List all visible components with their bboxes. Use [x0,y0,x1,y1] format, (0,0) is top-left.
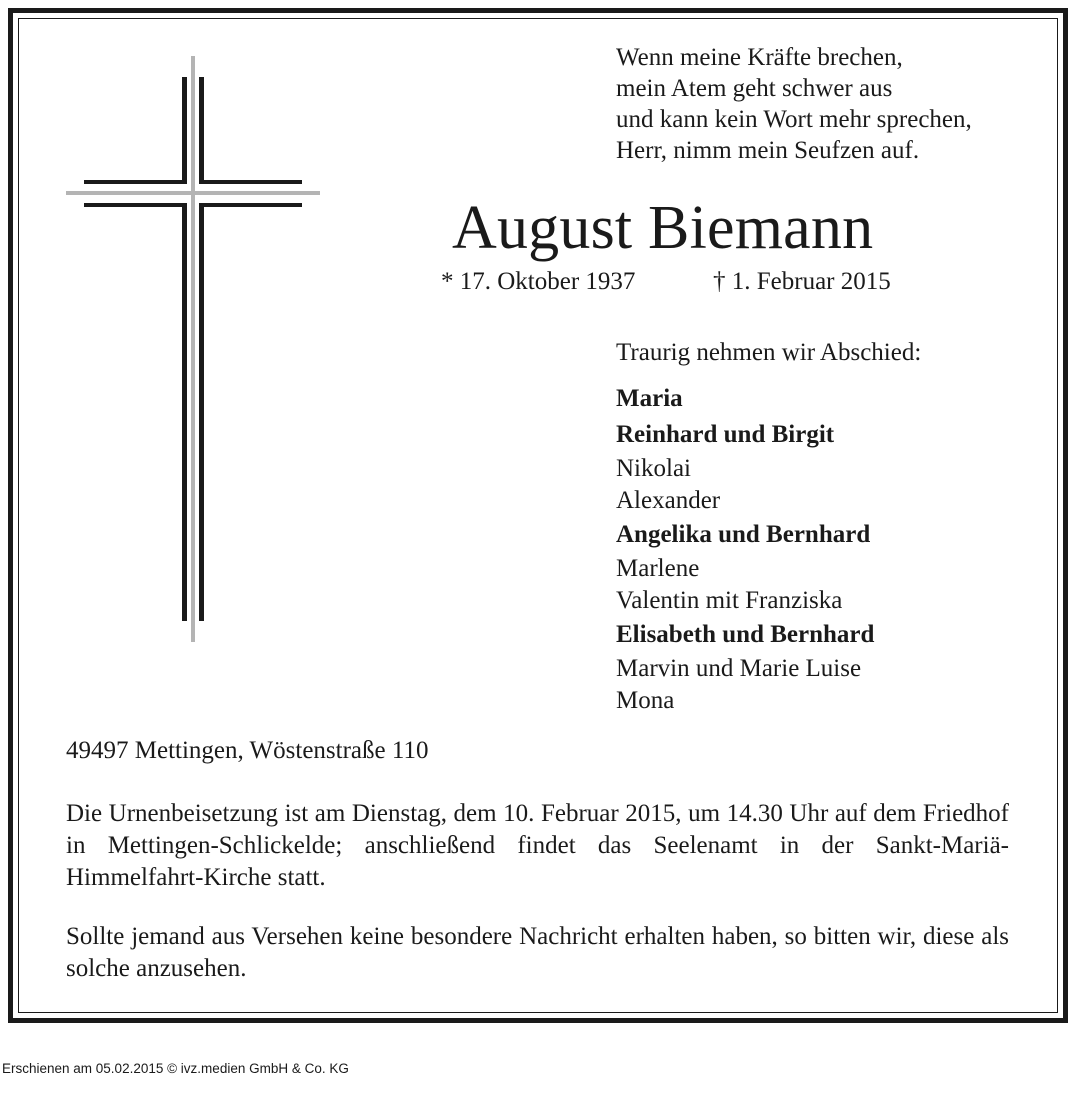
mourner-name: Angelika und Bernhard [616,521,871,548]
poem-line: und kann kein Wort mehr sprechen, [616,106,972,133]
mourners-list [616,337,921,717]
cross-black-top-right-arm [199,180,302,184]
notice-paragraph: Sollte jemand aus Versehen keine besondere Nachricht erhalten haben, so bitten wir, diese als solche anzusehen. [66,923,1009,982]
poem-line: mein Atem geht schwer aus [616,75,893,102]
mourners-intro: Traurig nehmen wir Abschied: [616,339,922,366]
mourner-name: Reinhard und Birgit [616,421,835,448]
poem-line: Herr, nimm mein Seufzen auf. [616,137,920,164]
mourner-name: Nikolai [616,455,691,482]
mourner-name: Alexander [616,487,721,514]
mourner-name: Elisabeth und Bernhard [616,621,875,648]
funeral-info-paragraph: Die Urnenbeisetzung ist am Dienstag, dem 10. Februar 2015, um 14.30 Uhr auf dem Friedhof in Mettingen-Schlickelde; anschließend findet das Seelenamt in der Sankt-Mariä-Himmelfahrt-Kirche statt. [66,800,1009,891]
mourner-name: Mona [616,687,675,714]
cross-icon [60,50,330,650]
death-date: † 1. Februar 2015 [713,268,891,295]
birth-date: * 17. Oktober 1937 [441,268,636,295]
cross-black-left-upper [182,77,187,183]
cross-black-bottom-right-arm [199,203,302,207]
cross-black-right-lower [199,203,204,621]
poem-line: Wenn meine Kräfte brechen, [616,44,903,71]
mourner-name: Marvin und Marie Luise [616,655,862,682]
mourner-name: Maria [616,385,683,412]
publication-footer: Erschienen am 05.02.2015 © ivz.medien GmbH & Co. KG [2,1061,349,1076]
cross-black-top-left-arm [84,180,187,184]
address: 49497 Mettingen, Wöstenstraße 110 [66,737,429,764]
mourner-name: Marlene [616,555,700,582]
mourner-name: Valentin mit Franziska [616,587,843,614]
cross-gray-horizontal [66,191,320,195]
poem [616,42,972,166]
deceased-name: August Biemann [452,194,874,262]
cross-black-left-lower [182,203,187,621]
cross-black-bottom-left-arm [84,203,187,207]
cross-black-right-upper [199,77,204,183]
cross-gray-vertical [191,56,195,642]
